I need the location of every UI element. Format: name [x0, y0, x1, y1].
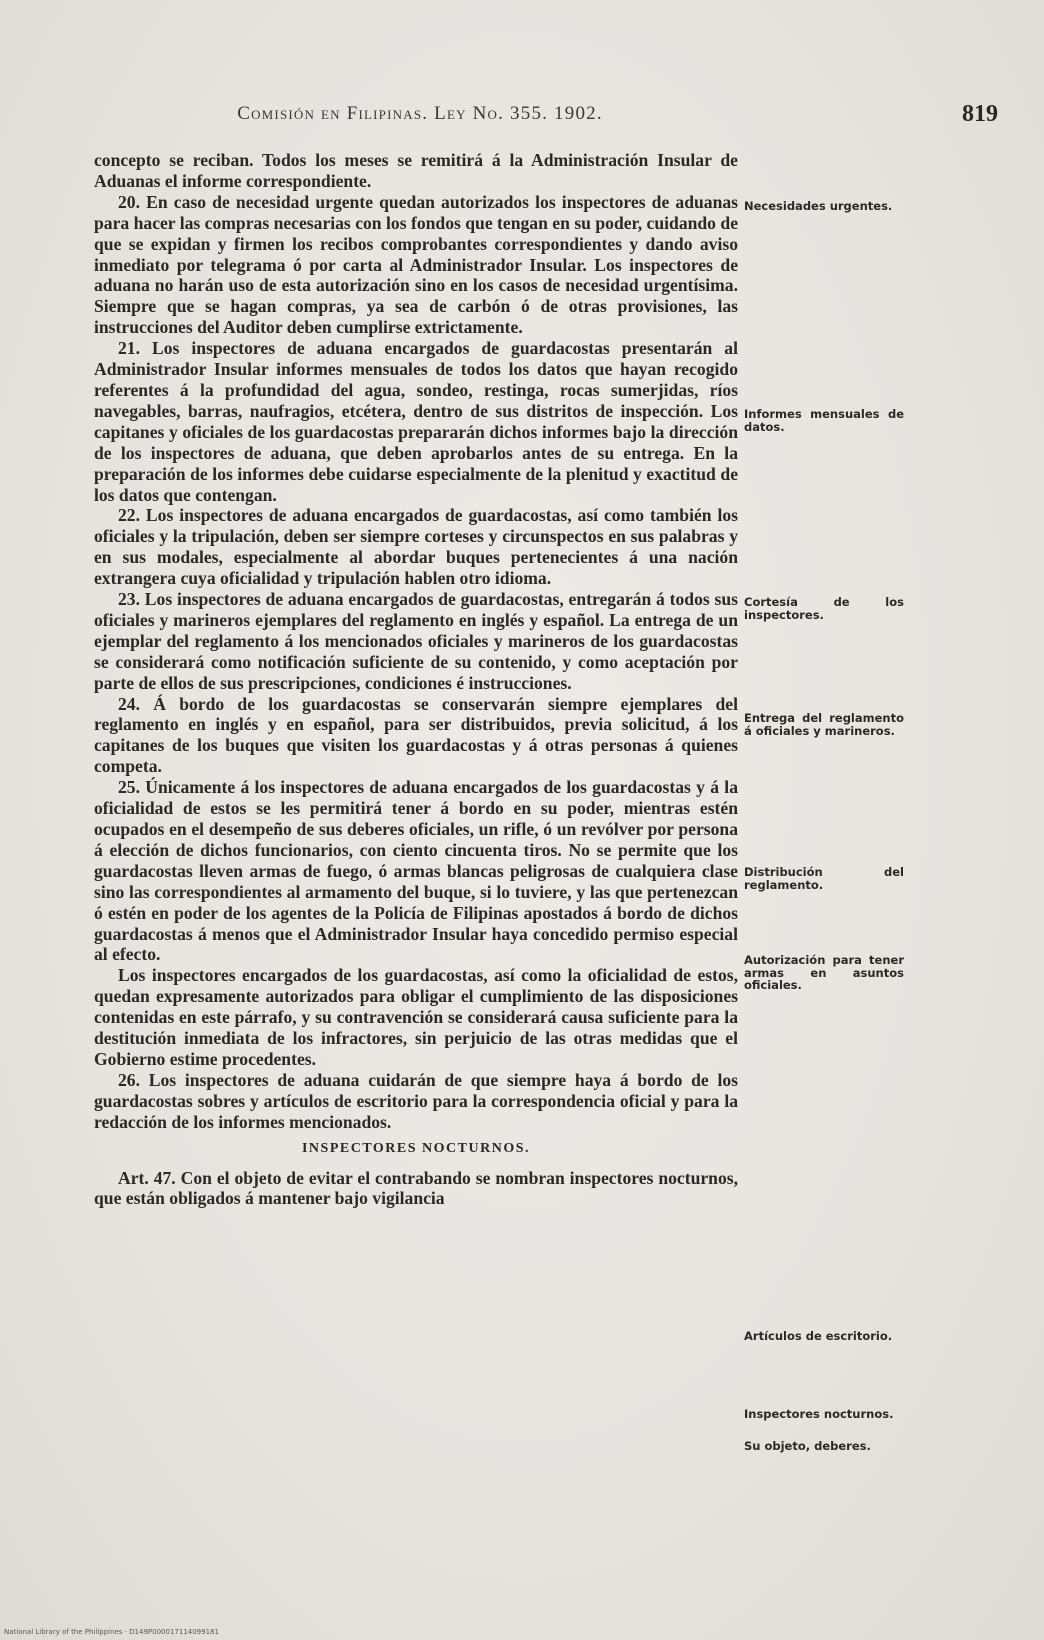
running-title: Comisión en Filipinas. Ley No. 355. 1902. — [237, 103, 603, 124]
paragraph-25-continued: Los inspectores encargados de los guardacostas, así como la oficialidad de estos, quedan expresamente autorizados para obligar el cumplimiento de las disposiciones contenidas en este párrafo, y su contravención se considerará causa suficiente para la destitución inmediata de los infractores, sin perjuicio de las otras medidas que el Gobierno estime procedentes. — [94, 965, 738, 1069]
paragraph-continuation: concepto se reciban. Todos los meses se remitirá á la Administración Insular de Aduanas el informe correspondiente. — [94, 150, 738, 191]
paragraph-21: 21. Los inspectores de aduana encargados de guardacostas presentarán al Administrador Insular informes mensuales de todos los datos que hayan recogido referentes á la profundidad del agua, sondeo, restinga, rocas sumerjidas, ríos navegables, barras, naufragios, etcétera, dentro de sus distritos de inspección. Los capitanes y oficiales de los guardacostas prepararán dichos informes bajo la dirección de los inspectores de aduana, que deben aprobarlos antes de su entrega. En la preparación de los informes debe cuidarse especialmente de la plenitud y exactitud de los datos que contengan. — [94, 338, 738, 505]
margin-note-stationery: Artículos de escritorio. — [744, 1329, 893, 1343]
paragraph-23: 23. Los inspectores de aduana encargados de guardacostas, entregarán á todos sus oficiales y marineros ejemplares del reglamento en inglés y español. La entrega de un ejemplar del reglamento á los mencionados oficiales y marineros de los guardacostas se considerará como notificación suficiente de su contenido, y como aceptación por parte de ellos de sus prescripciones, condiciones é instrucciones. — [94, 589, 738, 693]
main-text-column — [94, 150, 738, 1209]
scan-credit: National Library of the Philippines · D149P000017114099181 — [4, 1628, 219, 1636]
margin-note-regulation-distribution: Distribución del reglamento. — [744, 865, 904, 892]
page-number: 819 — [962, 101, 998, 127]
margin-note-urgent-needs: Necesidades urgentes. — [744, 199, 893, 213]
paragraph-22: 22. Los inspectores de aduana encargados de guardacostas, así como también los oficiales y la tripulación, deben ser siempre corteses y circunspectos en sus palabras y en sus modales, especialmente al abordar buques pertenecientes á una nación extrangera cuya oficialidad y tripulación hablen otro idioma. — [94, 505, 738, 589]
paragraph-26: 26. Los inspectores de aduana cuidarán de que siempre haya á bordo de los guardacostas sobres y artículos de escritorio para la correspondencia oficial y para la redacción de los informes mencionados. — [94, 1069, 738, 1132]
paragraph-24: 24. Á bordo de los guardacostas se conservarán siempre ejemplares del reglamento en inglés y en español, para ser distribuidos, previa solicitud, á los capitanes de los buques que visiten los guardacostas y á otras personas á quienes competa. — [94, 693, 738, 777]
paragraph-20: 20. En caso de necesidad urgente quedan autorizados los inspectores de aduanas para hacer las compras necesarias con los fondos que tengan en su poder, cuidando de que se expidan y firmen los recibos comprobantes correspondientes y dando aviso inmediato por telegrama ó por carta al Administrador Insular. Los inspectores de aduana no harán uso de esta autorización sino en los casos de necesidad urgentísima. Siempre que se hagan compras, ya sea de carbón ó de otras provisiones, las instrucciones del Auditor deben cumplirse extrictamente. — [94, 191, 738, 338]
margin-note-courtesy: Cortesía de los inspectores. — [744, 595, 904, 622]
margin-note-purpose-duties: Su objeto, deberes. — [744, 1439, 871, 1453]
margin-note-monthly-reports: Informes mensuales de datos. — [744, 407, 904, 434]
paragraph-25: 25. Únicamente á los inspectores de aduana encargados de los guardacostas y á la oficialidad de estos se les permitirá tener á bordo en su poder, mientras estén ocupados en el desempeño de sus deberes oficiales, un rifle, ó un revólver por persona á elección de dichos funcionarios, con ciento cincuenta tiros. No se permite que los guardacostas lleven armas de fuego, ó armas blancas peligrosas de cualquiera clase sino las correspondientes al armamento del buque, si lo tuviere, y las que pertenezcan ó estén en poder de los agentes de la Policía de Filipinas apostados á bordo de dichos guardacostas á menos que el Administrador Insular haya concedido permiso especial al efecto. — [94, 777, 738, 965]
margin-note-night-inspectors: Inspectores nocturnos. — [744, 1407, 894, 1421]
margin-note-regulation-delivery: Entrega del reglamento á oficiales y marineros. — [744, 711, 904, 738]
article-47: Art. 47. Con el objeto de evitar el contrabando se nombran inspectores nocturnos, que están obligados á mantener bajo vigilancia — [94, 1167, 738, 1209]
section-heading: INSPECTORES NOCTURNOS. — [301, 1140, 530, 1156]
margin-note-arms-authorization: Autorización para tener armas en asuntos oficiales. — [744, 953, 904, 992]
